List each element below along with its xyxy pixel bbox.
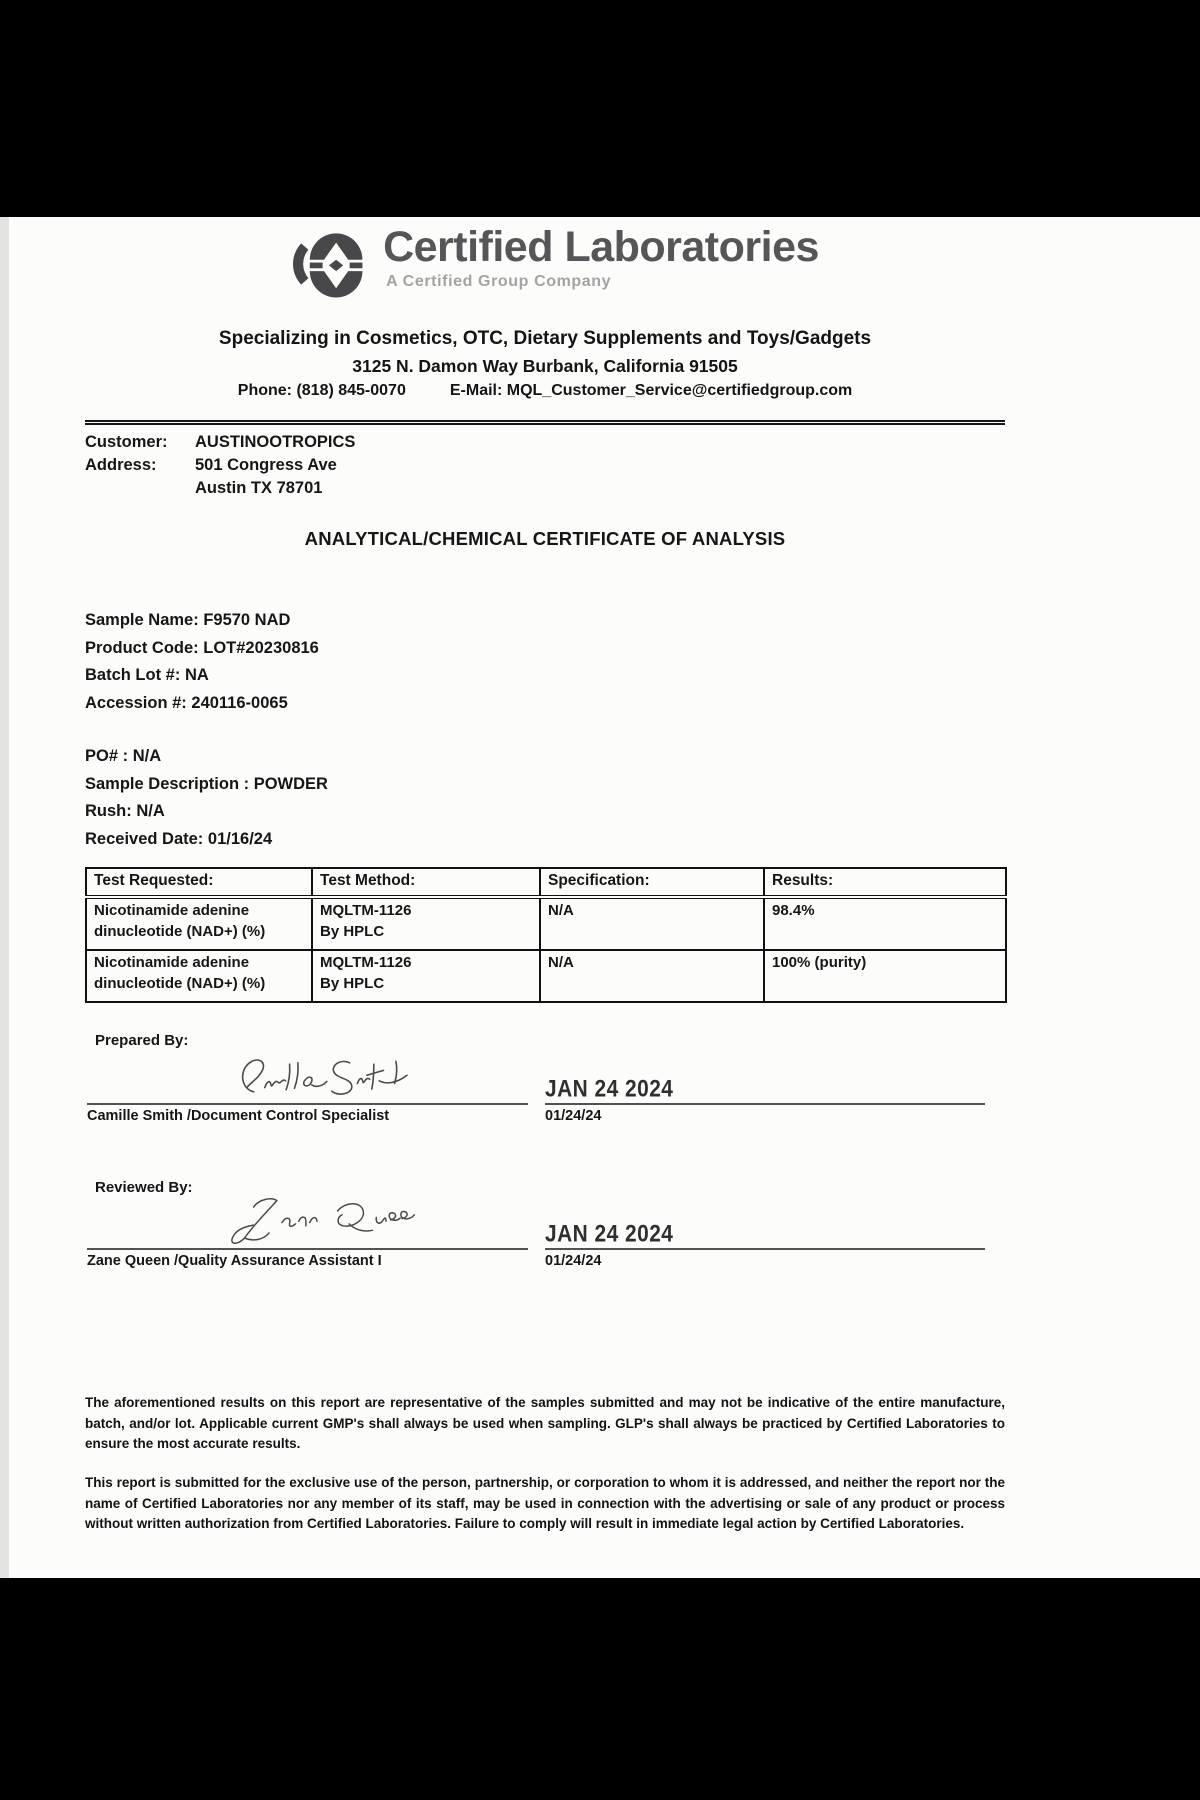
phone-value: (818) 845-0070 [296, 382, 406, 399]
cell-method [312, 950, 540, 1002]
test-line1: Nicotinamide adenine [94, 954, 250, 971]
prepared-by-label: Prepared By: [95, 1032, 189, 1049]
prepared-name-title: Camille Smith /Document Control Specialist [87, 1108, 390, 1124]
customer-row [85, 431, 355, 454]
sample-info-block [85, 607, 319, 717]
table-row [86, 950, 1006, 1002]
sample-name-line [85, 607, 319, 635]
rush-label: Rush: [85, 802, 132, 820]
page-edge-shadow [0, 217, 9, 1578]
product-code-value: LOT#20230816 [203, 638, 319, 657]
reviewed-date-stamp: JAN 24 2024 [545, 1220, 674, 1247]
document-title: ANALYTICAL/CHEMICAL CERTIFICATE OF ANALYSIS [304, 528, 786, 549]
header-divider-rule [85, 420, 1005, 425]
brand-name: Certified Laboratories [383, 223, 819, 271]
sample-name-value: F9570 NAD [203, 611, 291, 629]
brand-block [383, 225, 819, 291]
table-row [86, 897, 1006, 950]
batch-lot-value: NA [184, 666, 209, 684]
prepared-signature-line [87, 1103, 528, 1105]
page-content [85, 217, 1005, 1578]
customer-label: Customer: [85, 433, 168, 451]
customer-name: AUSTINOOTROPICS [195, 433, 356, 451]
col-specification: Specification: [540, 868, 764, 897]
sample-description-line [85, 771, 328, 799]
received-date-label: Received Date: [85, 829, 204, 848]
email-label: E-Mail: [449, 382, 503, 399]
signature-zane-queen [190, 1189, 445, 1251]
method-line1: MQLTM-1126 [320, 954, 412, 971]
logo-row [85, 225, 1005, 301]
received-date-value: 01/16/24 [207, 829, 273, 848]
certified-group-logo-icon [289, 227, 369, 301]
results-table [85, 867, 1007, 1003]
cell-specification: N/A [540, 950, 764, 1002]
lab-email [450, 382, 852, 400]
bottom-letterbox [0, 1578, 1200, 1800]
top-letterbox [0, 0, 1200, 217]
method-line1: MQLTM-1126 [320, 902, 412, 919]
batch-lot-line [85, 662, 319, 690]
customer-address [195, 454, 337, 500]
col-test-method: Test Method: [312, 868, 540, 897]
col-results: Results: [764, 868, 1006, 897]
results-header-row [86, 868, 1006, 897]
prepared-date: 01/24/24 [545, 1108, 602, 1124]
po-line [85, 743, 328, 771]
received-date-line [85, 826, 328, 854]
brand-tagline: A Certified Group Company [386, 273, 612, 291]
signature-camille-smith [203, 1049, 448, 1107]
reviewed-signature-line [87, 1248, 528, 1250]
test-line1: Nicotinamide adenine [94, 902, 250, 919]
accession-label: Accession #: [85, 693, 187, 712]
sample-name-label: Sample Name: [85, 611, 199, 629]
lab-street-address: 3125 N. Damon Way Burbank, California 91505 [352, 356, 738, 376]
prepared-date-line [545, 1103, 985, 1105]
reviewed-date: 01/24/24 [545, 1253, 602, 1269]
address-label: Address: [85, 456, 157, 474]
po-label: PO# : [85, 747, 129, 765]
reviewed-by-label: Reviewed By: [95, 1179, 193, 1196]
disclaimer-paragraph-2: This report is submitted for the exclusive use of the person, partnership, or corporation to whom it is addressed, and neither the report nor the name of Certified Laboratories nor any member of its staff, may be used in connection with the advertising or sale of any product or process without written authorization from Certified Laboratories. Failure to comply will result in immediate legal action by Certified Laboratories. [85, 1475, 1005, 1532]
test-line2: dinucleotide (NAD+) (%) [94, 975, 266, 992]
prepared-date-stamp: JAN 24 2024 [545, 1075, 674, 1102]
address-line2: Austin TX 78701 [195, 479, 323, 497]
rush-value: N/A [136, 802, 165, 820]
customer-address-row [85, 454, 337, 500]
cell-method [312, 897, 540, 950]
accession-value: 240116-0065 [191, 693, 288, 712]
test-line2: dinucleotide (NAD+) (%) [94, 923, 266, 940]
po-value: N/A [132, 747, 162, 765]
certificate-page [0, 217, 1200, 1578]
lab-phone [238, 382, 406, 400]
product-code-label: Product Code: [85, 638, 199, 657]
col-test-requested: Test Requested: [86, 868, 312, 897]
sample-description-label: Sample Description : [85, 774, 250, 793]
product-code-line [85, 635, 319, 663]
reviewed-date-line [545, 1248, 985, 1250]
method-line2: By HPLC [320, 923, 385, 940]
rush-line [85, 798, 328, 826]
specializing-line: Specializing in Cosmetics, OTC, Dietary Supplements and Toys/Gadgets [218, 328, 872, 349]
disclaimer-paragraph-1: The aforementioned results on this report are representative of the samples submitted and may not be indicative of the entire manufacture, batch, and/or lot. Applicable current GMP's shall always be used when sampling. GLP's shall always be practiced by Certified Laboratories to ensure the most accurate results. [85, 1395, 1005, 1452]
address-line1: 501 Congress Ave [195, 456, 337, 474]
email-value: MQL_Customer_Service@certifiedgroup.com [506, 382, 853, 399]
batch-lot-label: Batch Lot #: [85, 666, 181, 684]
phone-label: Phone: [237, 382, 292, 399]
cell-test [86, 950, 312, 1002]
order-info-block [85, 743, 328, 853]
phone-email-line [85, 382, 1005, 400]
cell-result: 98.4% [764, 897, 1006, 950]
cell-specification: N/A [540, 897, 764, 950]
accession-line [85, 690, 319, 718]
method-line2: By HPLC [320, 975, 385, 992]
cell-result: 100% (purity) [764, 950, 1006, 1002]
sample-description-value: POWDER [253, 774, 328, 793]
cell-test [86, 897, 312, 950]
reviewed-name-title: Zane Queen /Quality Assurance Assistant I [87, 1253, 382, 1269]
